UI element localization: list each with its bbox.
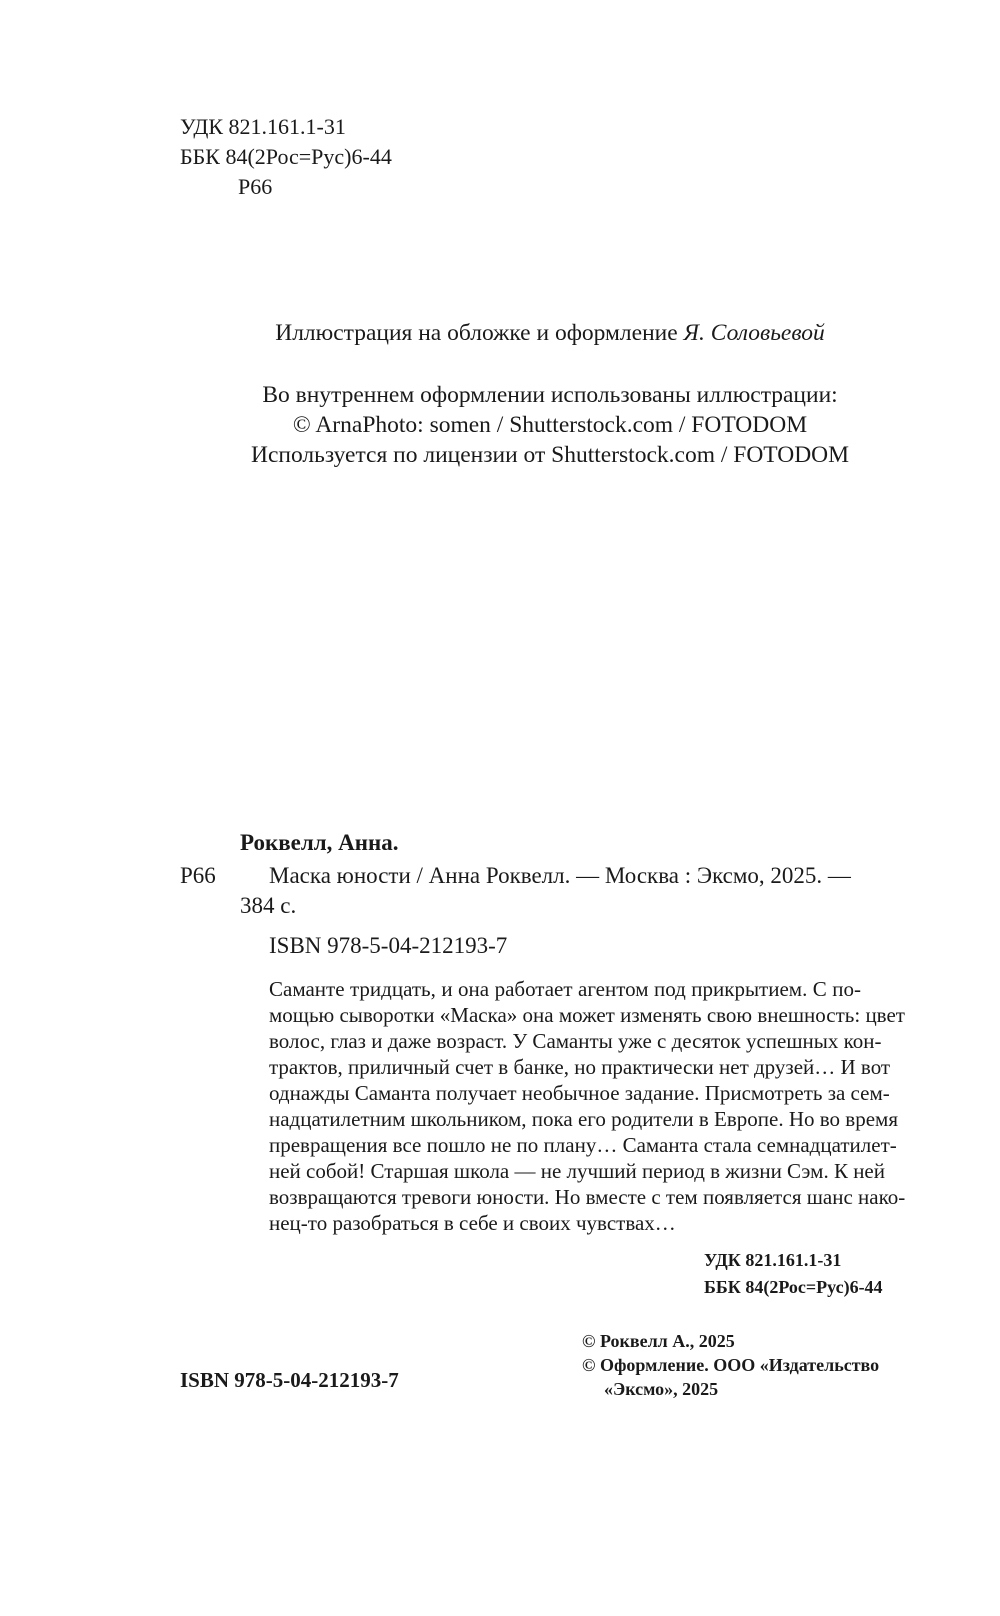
annotation-line: волос, глаз и даже возраст. У Саманты уже с десяток успешных кон- <box>269 1029 882 1053</box>
card-classification <box>704 1247 883 1301</box>
bbk-code: ББК 84(2Рос=Рус)6-44 <box>180 144 392 169</box>
book-annotation <box>269 976 906 1236</box>
card-udk-code: УДК 821.161.1-31 <box>704 1250 842 1270</box>
annotation-line: превращения все пошло не по плану… Саманта стала семнадцатилет- <box>269 1133 897 1157</box>
inner-illustrations-credit <box>0 380 1000 470</box>
annotation-line: ней собой! Старшая школа — не лучший период в жизни Сэм. К ней <box>269 1159 885 1183</box>
copyright-design-line-1: © Оформление. ООО «Издательство <box>582 1355 880 1375</box>
udk-code: УДК 821.161.1-31 <box>180 114 346 139</box>
illustrator-name: Я. Соловьевой <box>683 320 825 346</box>
card-pages: 384 с. <box>240 893 297 918</box>
card-author: Роквелл, Анна. <box>240 830 399 855</box>
card-title-line: Маска юности / Анна Роквелл. — Москва : Эксмо, 2025. — <box>269 863 851 888</box>
annotation-line: нец-то разобраться в себе и своих чувствах… <box>269 1211 676 1235</box>
annotation-line: мощью сыворотки «Маска» она может изменять свою внешность: цвет <box>269 1003 905 1027</box>
copyright-author: © Роквелл А., 2025 <box>582 1331 735 1351</box>
inner-credit-line-3: Используется по лицензии от Shutterstock.com / FOTODOM <box>250 442 850 468</box>
classification-block <box>180 112 392 202</box>
inner-credit-line-1: Во внутреннем оформлении использованы иллюстрации: <box>262 382 838 408</box>
illustration-credit-prefix: Иллюстрация на обложке и оформление <box>275 320 684 346</box>
card-author-sign: Р66 <box>180 863 216 888</box>
card-isbn: ISBN 978-5-04-212193-7 <box>269 933 508 958</box>
annotation-line: трактов, приличный счет в банке, но практически нет друзей… И вот <box>269 1055 891 1079</box>
annotation-line: Саманте тридцать, и она работает агентом под прикрытием. С по- <box>269 977 861 1001</box>
inner-credit-line-2: © ArnaPhoto: somen / Shutterstock.com / FOTODOM <box>292 412 808 438</box>
footer-isbn: ISBN 978-5-04-212193-7 <box>180 1368 399 1392</box>
card-bbk-code: ББК 84(2Рос=Рус)6-44 <box>704 1277 883 1297</box>
illustration-credit <box>0 318 1000 348</box>
illustration-credit-line <box>0 318 1000 348</box>
copyright-block <box>582 1329 879 1401</box>
copyright-design-line-2: «Эксмо», 2025 <box>604 1379 719 1399</box>
author-sign: Р66 <box>238 174 273 199</box>
annotation-line: возвращаются тревоги юности. Но вместе с тем появляется шанс нако- <box>269 1185 906 1209</box>
annotation-line: надцатилетним школьником, пока его родители в Европе. Но во время <box>269 1107 898 1131</box>
annotation-line: однажды Саманта получает необычное задание. Присмотреть за сем- <box>269 1081 890 1105</box>
